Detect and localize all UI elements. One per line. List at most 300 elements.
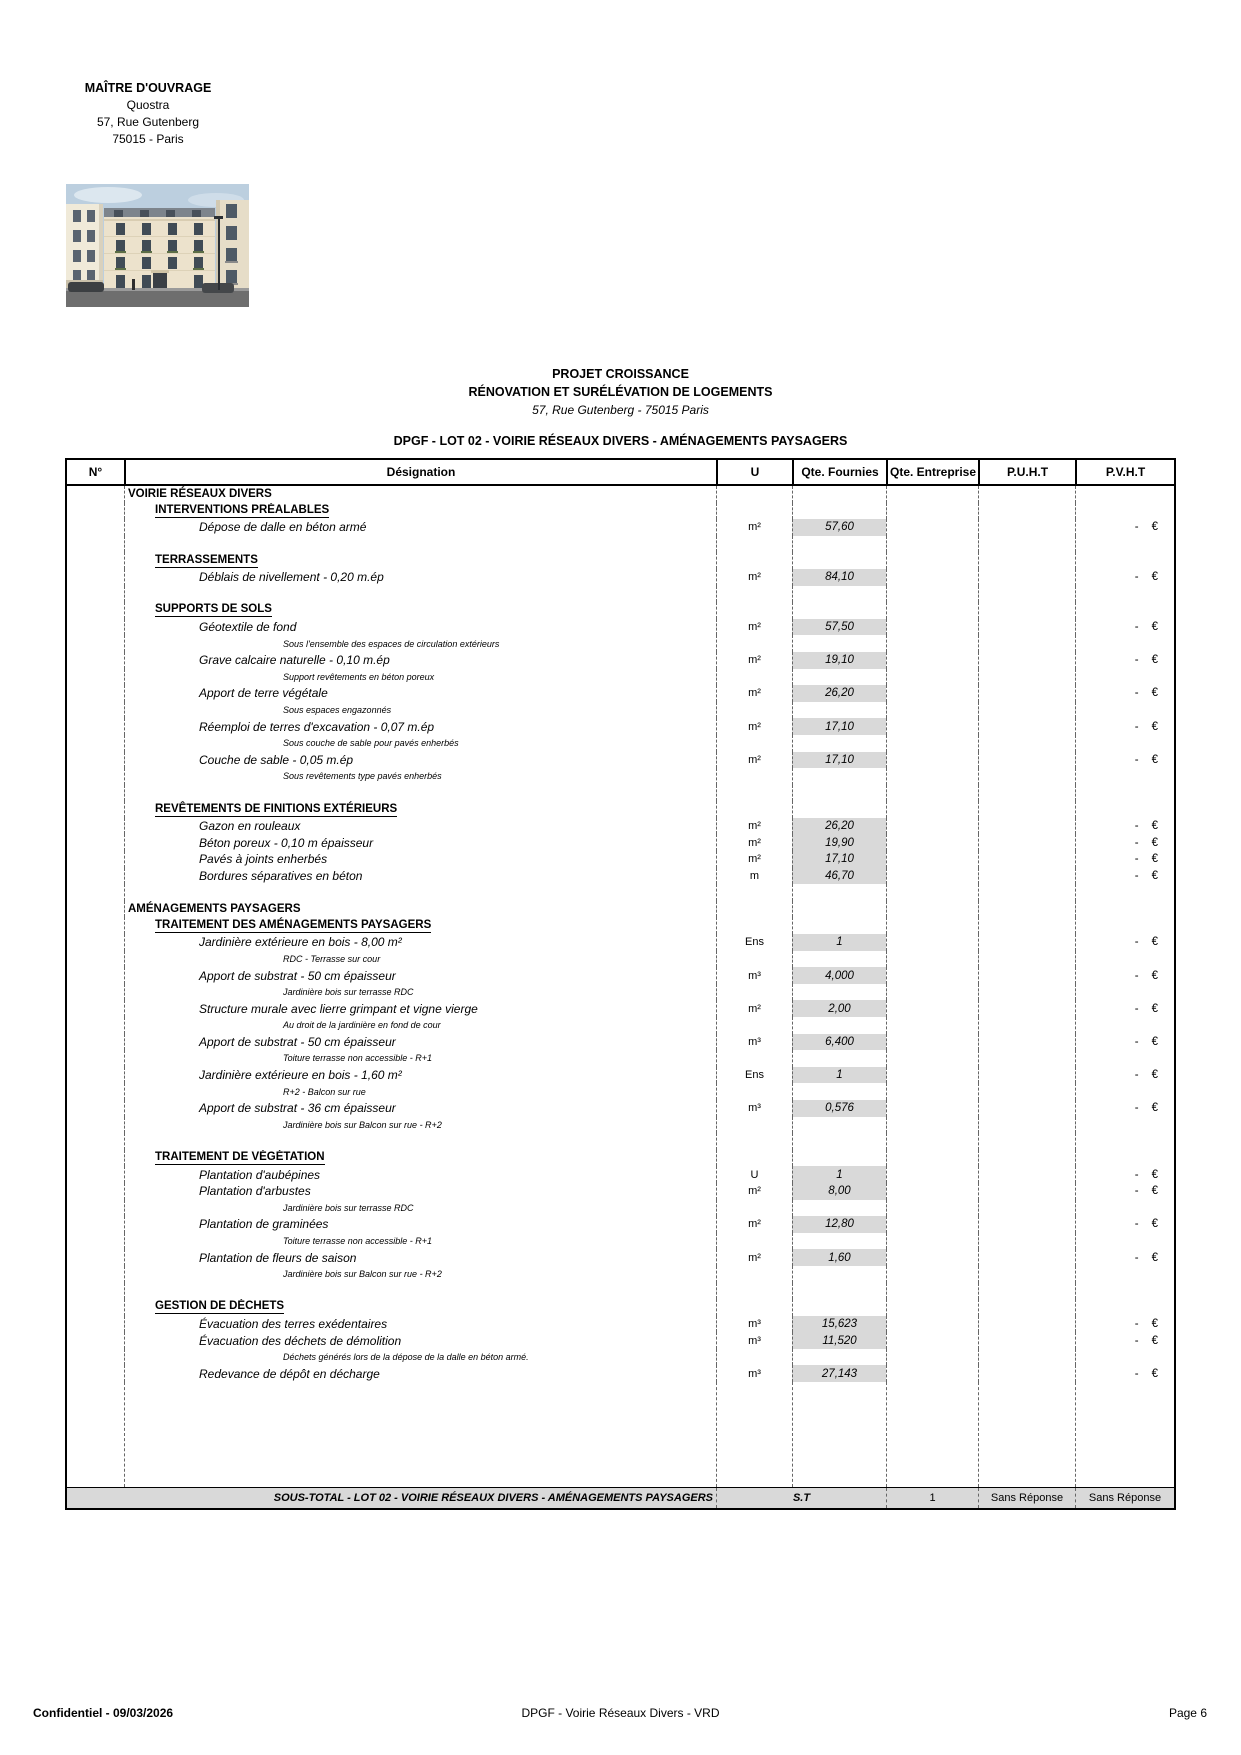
cell-qte-entreprise [886, 503, 978, 520]
note-row [67, 1050, 1174, 1067]
cell-numero [67, 652, 124, 669]
cell-puht [978, 851, 1075, 868]
designation-label: Toiture terrasse non accessible - R+1 [283, 1053, 432, 1064]
cell-unit [716, 503, 792, 520]
pvht-dash: - [1134, 1334, 1139, 1347]
cell-pvht [1075, 1150, 1174, 1167]
pvht-dash: - [1134, 1185, 1139, 1198]
note-row [67, 984, 1174, 1001]
cell-puht [978, 702, 1075, 719]
item-row [67, 1034, 1174, 1051]
cell-qte-fournies [792, 1133, 886, 1150]
cell-qte-entreprise [886, 934, 978, 951]
cell-designation [124, 1249, 716, 1266]
item-row [67, 868, 1174, 885]
cell-pvht [1075, 586, 1174, 603]
cell-numero [67, 1034, 124, 1051]
cell-pvht [1075, 1382, 1174, 1487]
cell-unit [716, 536, 792, 553]
subtotal-label: SOUS-TOTAL - LOT 02 - VOIRIE RÉSEAUX DIVERS - AMÉNAGEMENTS PAYSAGERS [273, 1492, 713, 1504]
cell-pvht [1075, 901, 1174, 918]
euro-symbol: € [1151, 621, 1158, 634]
cell-pvht [1075, 685, 1174, 702]
cell-puht [978, 602, 1075, 619]
designation-label: Bordures séparatives en béton [199, 868, 363, 883]
cell-pvht [1075, 718, 1174, 735]
cell-qte-entreprise [886, 569, 978, 586]
cell-qte-entreprise [886, 752, 978, 769]
pvht-dash: - [1134, 1168, 1139, 1181]
cell-unit: m² [716, 619, 792, 636]
cell-puht [978, 519, 1075, 536]
cell-designation [124, 669, 716, 686]
cell-designation [124, 1117, 716, 1134]
pvht-dash: - [1134, 521, 1139, 534]
cell-numero [67, 1332, 124, 1349]
cell-unit [716, 702, 792, 719]
blank-row [67, 586, 1174, 603]
cell-qte-entreprise [886, 984, 978, 1001]
cell-numero [67, 1200, 124, 1217]
designation-label: Plantation d'arbustes [199, 1184, 311, 1199]
note-row [67, 768, 1174, 785]
project-subtitle: RÉNOVATION ET SURÉLÉVATION DE LOGEMENTS [468, 385, 773, 399]
cell-puht [978, 486, 1075, 503]
cell-designation [124, 967, 716, 984]
cell-pvht [1075, 1100, 1174, 1117]
cell-qte-entreprise [886, 1266, 978, 1283]
cell-qte-fournies: 27,143 [792, 1365, 886, 1382]
cell-designation [124, 901, 716, 918]
note-row [67, 669, 1174, 686]
cell-pvht [1075, 619, 1174, 636]
cell-unit [716, 1050, 792, 1067]
pvht-dash: - [1134, 753, 1139, 766]
cell-numero [67, 552, 124, 569]
euro-symbol: € [1151, 571, 1158, 584]
cell-qte-entreprise [886, 486, 978, 503]
header-designation: Désignation [124, 460, 716, 484]
cell-designation [124, 1133, 716, 1150]
dpgf-table [65, 458, 1176, 1510]
cell-qte-fournies [792, 1382, 886, 1487]
designation-label: Sous couche de sable pour pavés enherbés [283, 738, 459, 749]
cell-designation [124, 984, 716, 1001]
cell-puht [978, 917, 1075, 934]
cell-puht [978, 868, 1075, 885]
cell-puht [978, 1233, 1075, 1250]
cell-qte-fournies: 84,10 [792, 569, 886, 586]
euro-symbol: € [1151, 753, 1158, 766]
cell-qte-entreprise [886, 1000, 978, 1017]
cell-qte-fournies [792, 1083, 886, 1100]
euro-symbol: € [1151, 1218, 1158, 1231]
euro-symbol: € [1151, 1334, 1158, 1347]
cell-numero [67, 619, 124, 636]
cell-puht [978, 1166, 1075, 1183]
cell-qte-fournies: 17,10 [792, 851, 886, 868]
designation-label: Plantation d'aubépines [199, 1167, 321, 1182]
cell-puht [978, 1183, 1075, 1200]
cell-qte-fournies [792, 768, 886, 785]
item-row [67, 818, 1174, 835]
cell-qte-entreprise [886, 884, 978, 901]
cell-unit: m² [716, 851, 792, 868]
cell-qte-entreprise [886, 1382, 978, 1487]
cell-qte-entreprise [886, 1233, 978, 1250]
designation-label: Déblais de nivellement - 0,20 m.ép [199, 570, 384, 585]
cell-qte-entreprise [886, 967, 978, 984]
designation-label: Jardinière extérieure en bois - 8,00 m² [199, 935, 402, 950]
cell-unit [716, 884, 792, 901]
cell-qte-entreprise [886, 635, 978, 652]
cell-designation [124, 685, 716, 702]
euro-symbol: € [1151, 820, 1158, 833]
cell-unit [716, 1233, 792, 1250]
cell-designation [124, 1200, 716, 1217]
designation-label: RDC - Terrasse sur cour [283, 953, 381, 964]
cell-designation [124, 652, 716, 669]
cell-designation [124, 1034, 716, 1051]
cell-designation [124, 818, 716, 835]
cell-numero [67, 503, 124, 520]
note-row [67, 1233, 1174, 1250]
pvht-dash: - [1134, 1367, 1139, 1380]
cell-qte-fournies: 6,400 [792, 1034, 886, 1051]
cell-numero [67, 735, 124, 752]
cell-unit: m² [716, 818, 792, 835]
designation-label: TERRASSEMENTS [155, 553, 258, 566]
cell-qte-fournies [792, 1117, 886, 1134]
cell-numero [67, 1365, 124, 1382]
designation-label: Support revêtements en béton poreux [283, 671, 435, 682]
cell-unit: m² [716, 752, 792, 769]
section-row [67, 552, 1174, 569]
cell-qte-fournies [792, 486, 886, 503]
cell-designation [124, 1000, 716, 1017]
cell-unit [716, 1382, 792, 1487]
cell-numero [67, 851, 124, 868]
cell-pvht [1075, 1034, 1174, 1051]
cell-qte-entreprise [886, 685, 978, 702]
cell-unit: m³ [716, 967, 792, 984]
cell-qte-fournies [792, 884, 886, 901]
cell-unit [716, 1117, 792, 1134]
item-row [67, 652, 1174, 669]
cell-pvht [1075, 1083, 1174, 1100]
cell-puht [978, 735, 1075, 752]
designation-label: Réemploi de terres d'excavation - 0,07 m.ép [199, 719, 435, 734]
pvht-dash: - [1134, 1317, 1139, 1330]
item-row [67, 619, 1174, 636]
cell-qte-fournies: 2,00 [792, 1000, 886, 1017]
cell-pvht [1075, 1117, 1174, 1134]
cell-qte-entreprise [886, 1166, 978, 1183]
cell-puht [978, 934, 1075, 951]
cell-qte-entreprise [886, 851, 978, 868]
cell-qte-fournies [792, 1266, 886, 1283]
cell-puht [978, 1316, 1075, 1333]
cell-numero [67, 1117, 124, 1134]
cell-qte-entreprise [886, 586, 978, 603]
cell-qte-entreprise [886, 1100, 978, 1117]
header-qte-fournies: Qte. Fournies [792, 460, 886, 484]
cell-unit [716, 586, 792, 603]
designation-label: Redevance de dépôt en décharge [199, 1366, 380, 1381]
cell-qte-entreprise [886, 1133, 978, 1150]
cell-pvht [1075, 1332, 1174, 1349]
cell-numero [67, 934, 124, 951]
cell-qte-fournies [792, 635, 886, 652]
pvht-dash: - [1134, 853, 1139, 866]
pvht-dash: - [1134, 836, 1139, 849]
section-row [67, 1299, 1174, 1316]
cell-pvht [1075, 1133, 1174, 1150]
cell-pvht [1075, 967, 1174, 984]
pvht-dash: - [1134, 654, 1139, 667]
cell-qte-fournies [792, 1349, 886, 1366]
item-row [67, 1000, 1174, 1017]
cell-puht [978, 951, 1075, 968]
cell-numero [67, 669, 124, 686]
cell-pvht [1075, 917, 1174, 934]
cell-unit [716, 785, 792, 802]
cell-unit: Ens [716, 934, 792, 951]
cell-qte-fournies: 19,10 [792, 652, 886, 669]
cell-qte-fournies: 1 [792, 1166, 886, 1183]
blank-row [67, 884, 1174, 901]
cell-qte-fournies: 26,20 [792, 685, 886, 702]
cell-unit: m² [716, 652, 792, 669]
note-row [67, 1083, 1174, 1100]
owner-address-line2: 75015 - Paris [112, 132, 184, 146]
cell-unit [716, 1083, 792, 1100]
item-row [67, 1332, 1174, 1349]
cell-puht [978, 652, 1075, 669]
designation-label: AMÉNAGEMENTS PAYSAGERS [128, 903, 301, 916]
cell-qte-fournies: 0,576 [792, 1100, 886, 1117]
cell-qte-fournies: 1 [792, 934, 886, 951]
item-row [67, 967, 1174, 984]
cell-designation [124, 1050, 716, 1067]
cell-unit: m² [716, 718, 792, 735]
footer-document-name: DPGF - Voirie Réseaux Divers - VRD [521, 1706, 720, 1720]
cell-numero [67, 635, 124, 652]
designation-label: REVÊTEMENTS DE FINITIONS EXTÉRIEURS [155, 802, 398, 815]
cell-pvht [1075, 1233, 1174, 1250]
cell-puht [978, 569, 1075, 586]
cell-numero [67, 1266, 124, 1283]
cell-numero [67, 834, 124, 851]
header-pvht: P.V.H.T [1075, 460, 1174, 484]
building-photo [66, 184, 249, 307]
cell-unit: m³ [716, 1332, 792, 1349]
cell-puht [978, 1216, 1075, 1233]
cell-pvht [1075, 735, 1174, 752]
designation-label: Sous espaces engazonnés [283, 705, 392, 716]
designation-label: SUPPORTS DE SOLS [155, 603, 272, 616]
cell-puht [978, 503, 1075, 520]
designation-label: Géotextile de fond [199, 620, 297, 635]
section-row [67, 917, 1174, 934]
cell-qte-entreprise [886, 1283, 978, 1300]
cell-puht [978, 884, 1075, 901]
cell-puht [978, 1117, 1075, 1134]
cell-pvht [1075, 536, 1174, 553]
item-row [67, 1249, 1174, 1266]
item-row [67, 1100, 1174, 1117]
item-row [67, 1067, 1174, 1084]
designation-label: Évacuation des déchets de démolition [199, 1333, 402, 1348]
cell-numero [67, 1316, 124, 1333]
cell-qte-entreprise [886, 917, 978, 934]
header-unit: U [716, 460, 792, 484]
cell-puht [978, 768, 1075, 785]
cell-qte-fournies: 46,70 [792, 868, 886, 885]
cell-qte-fournies: 1,60 [792, 1249, 886, 1266]
cell-pvht [1075, 868, 1174, 885]
cell-numero [67, 718, 124, 735]
cell-qte-entreprise [886, 602, 978, 619]
cell-numero [67, 1133, 124, 1150]
designation-label: Jardinière bois sur Balcon sur rue - R+2 [283, 1119, 442, 1130]
cell-qte-fournies [792, 1017, 886, 1034]
cell-designation [124, 851, 716, 868]
item-row [67, 718, 1174, 735]
project-address: 57, Rue Gutenberg - 75015 Paris [532, 403, 709, 417]
item-row [67, 1216, 1174, 1233]
section-row [67, 1150, 1174, 1167]
cell-qte-fournies [792, 785, 886, 802]
cell-designation [124, 1332, 716, 1349]
cell-puht [978, 901, 1075, 918]
blank-row [67, 1283, 1174, 1300]
cell-numero [67, 1067, 124, 1084]
cell-puht [978, 586, 1075, 603]
cell-designation [124, 586, 716, 603]
cell-puht [978, 1283, 1075, 1300]
cell-puht [978, 1266, 1075, 1283]
cell-puht [978, 1150, 1075, 1167]
euro-symbol: € [1151, 836, 1158, 849]
cell-unit [716, 669, 792, 686]
cell-designation [124, 519, 716, 536]
cell-pvht [1075, 1000, 1174, 1017]
cell-numero [67, 1166, 124, 1183]
designation-label: Apport de substrat - 50 cm épaisseur [199, 1034, 396, 1049]
cell-designation [124, 1299, 716, 1316]
cell-qte-fournies: 11,520 [792, 1332, 886, 1349]
euro-symbol: € [1151, 1102, 1158, 1115]
cell-pvht [1075, 834, 1174, 851]
owner-name: Quostra [126, 98, 170, 112]
cell-numero [67, 868, 124, 885]
cell-qte-fournies [792, 602, 886, 619]
cell-qte-fournies [792, 801, 886, 818]
cell-puht [978, 1365, 1075, 1382]
cell-unit: m² [716, 1183, 792, 1200]
cell-unit: m³ [716, 1365, 792, 1382]
designation-label: Jardinière bois sur terrasse RDC [283, 1202, 414, 1213]
item-row [67, 569, 1174, 586]
owner-label: MAÎTRE D'OUVRAGE [84, 81, 212, 95]
euro-symbol: € [1151, 521, 1158, 534]
designation-label: Gazon en rouleaux [199, 819, 301, 834]
cell-numero [67, 536, 124, 553]
cell-unit [716, 602, 792, 619]
cell-numero [67, 1100, 124, 1117]
header-qte-entreprise: Qte. Entreprise [886, 460, 978, 484]
designation-label: INTERVENTIONS PRÉALABLES [155, 503, 330, 516]
cell-qte-fournies [792, 1050, 886, 1067]
cell-designation [124, 917, 716, 934]
euro-symbol: € [1151, 936, 1158, 949]
subtotal-puht: Sans Réponse [978, 1488, 1075, 1508]
cell-qte-fournies [792, 984, 886, 1001]
cell-puht [978, 1349, 1075, 1366]
designation-label: Couche de sable - 0,05 m.ép [199, 752, 354, 767]
cell-unit [716, 635, 792, 652]
cell-numero [67, 917, 124, 934]
cell-qte-fournies [792, 1233, 886, 1250]
cell-numero [67, 1000, 124, 1017]
designation-label: VOIRIE RÉSEAUX DIVERS [128, 488, 272, 501]
cell-unit [716, 1150, 792, 1167]
cell-unit [716, 1017, 792, 1034]
cell-qte-fournies [792, 536, 886, 553]
cell-numero [67, 1050, 124, 1067]
designation-label: Apport de substrat - 50 cm épaisseur [199, 968, 396, 983]
cell-pvht [1075, 635, 1174, 652]
cell-designation [124, 635, 716, 652]
cell-pvht [1075, 1166, 1174, 1183]
cell-unit [716, 1266, 792, 1283]
cell-qte-fournies: 17,10 [792, 752, 886, 769]
cell-qte-entreprise [886, 1299, 978, 1316]
cell-puht [978, 1000, 1075, 1017]
owner-address-line1: 57, Rue Gutenberg [96, 115, 200, 129]
cell-numero [67, 818, 124, 835]
cell-pvht [1075, 1299, 1174, 1316]
designation-label: TRAITEMENT DE VÉGÉTATION [155, 1151, 325, 1164]
cell-pvht [1075, 1365, 1174, 1382]
pvht-dash: - [1134, 936, 1139, 949]
designation-label: Plantation de fleurs de saison [199, 1250, 357, 1265]
cell-qte-fournies: 57,60 [792, 519, 886, 536]
designation-label: Sous l'ensemble des espaces de circulation extérieurs [283, 638, 500, 649]
section-row [67, 801, 1174, 818]
pvht-dash: - [1134, 969, 1139, 982]
cell-pvht [1075, 602, 1174, 619]
note-row [67, 635, 1174, 652]
header-numero: N° [88, 465, 103, 479]
cell-designation [124, 569, 716, 586]
cell-numero [67, 752, 124, 769]
cell-qte-fournies: 19,90 [792, 834, 886, 851]
cell-unit: U [716, 1166, 792, 1183]
cell-puht [978, 801, 1075, 818]
note-row [67, 1117, 1174, 1134]
cell-qte-entreprise [886, 1200, 978, 1217]
cell-pvht [1075, 1316, 1174, 1333]
cell-unit [716, 1133, 792, 1150]
pvht-dash: - [1134, 1218, 1139, 1231]
item-row [67, 934, 1174, 951]
designation-label: Béton poreux - 0,10 m épaisseur [199, 835, 374, 850]
designation-label: Structure murale avec lierre grimpant et vigne vierge [199, 1001, 478, 1016]
cell-puht [978, 635, 1075, 652]
cell-puht [978, 834, 1075, 851]
